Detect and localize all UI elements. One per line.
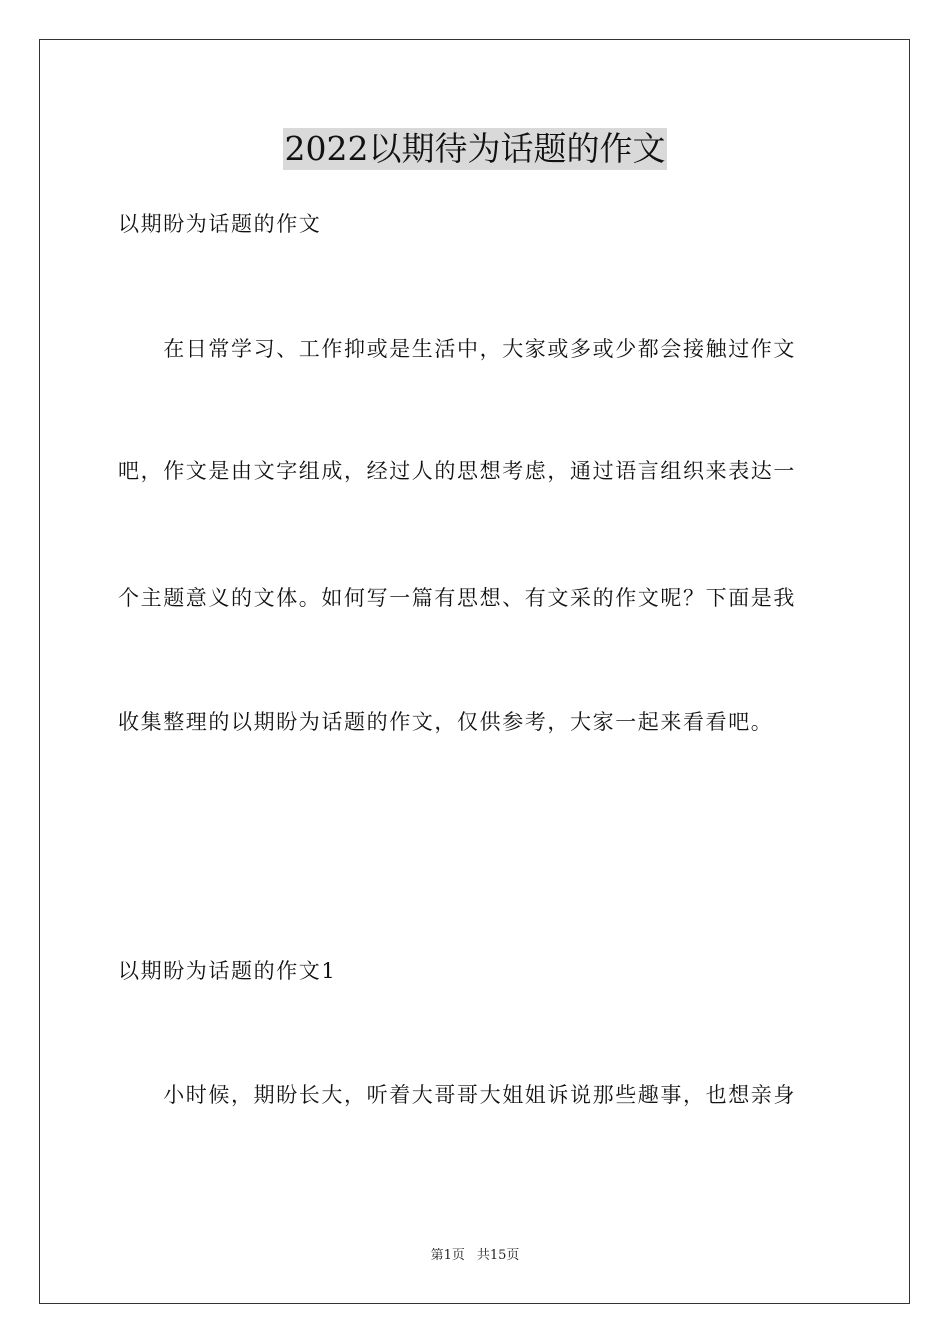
page-total: 共15页 — [476, 1248, 520, 1263]
title-container — [0, 128, 950, 170]
intro-line-1: 在日常学习、工作抑或是生活中，大家或多或少都会接触过作文 — [118, 337, 796, 361]
page-number: 第1页 — [430, 1248, 465, 1263]
intro-line-3: 个主题意义的文体。如何写一篇有思想、有文采的作文呢？下面是我 — [118, 586, 796, 610]
section-line-1: 小时候，期盼长大，听着大哥哥大姐姐诉说那些趣事，也想亲身 — [118, 1083, 796, 1107]
document-title: 2022以期待为话题的作文 — [284, 129, 666, 168]
intro-line-2: 吧，作文是由文字组成，经过人的思想考虑，通过语言组织来表达一 — [118, 459, 796, 483]
intro-line-4: 收集整理的以期盼为话题的作文，仅供参考，大家一起来看看吧。 — [118, 710, 774, 734]
section-heading: 以期盼为话题的作文1 — [118, 959, 337, 983]
page-footer — [0, 1247, 950, 1265]
subtitle: 以期盼为话题的作文 — [118, 212, 322, 236]
